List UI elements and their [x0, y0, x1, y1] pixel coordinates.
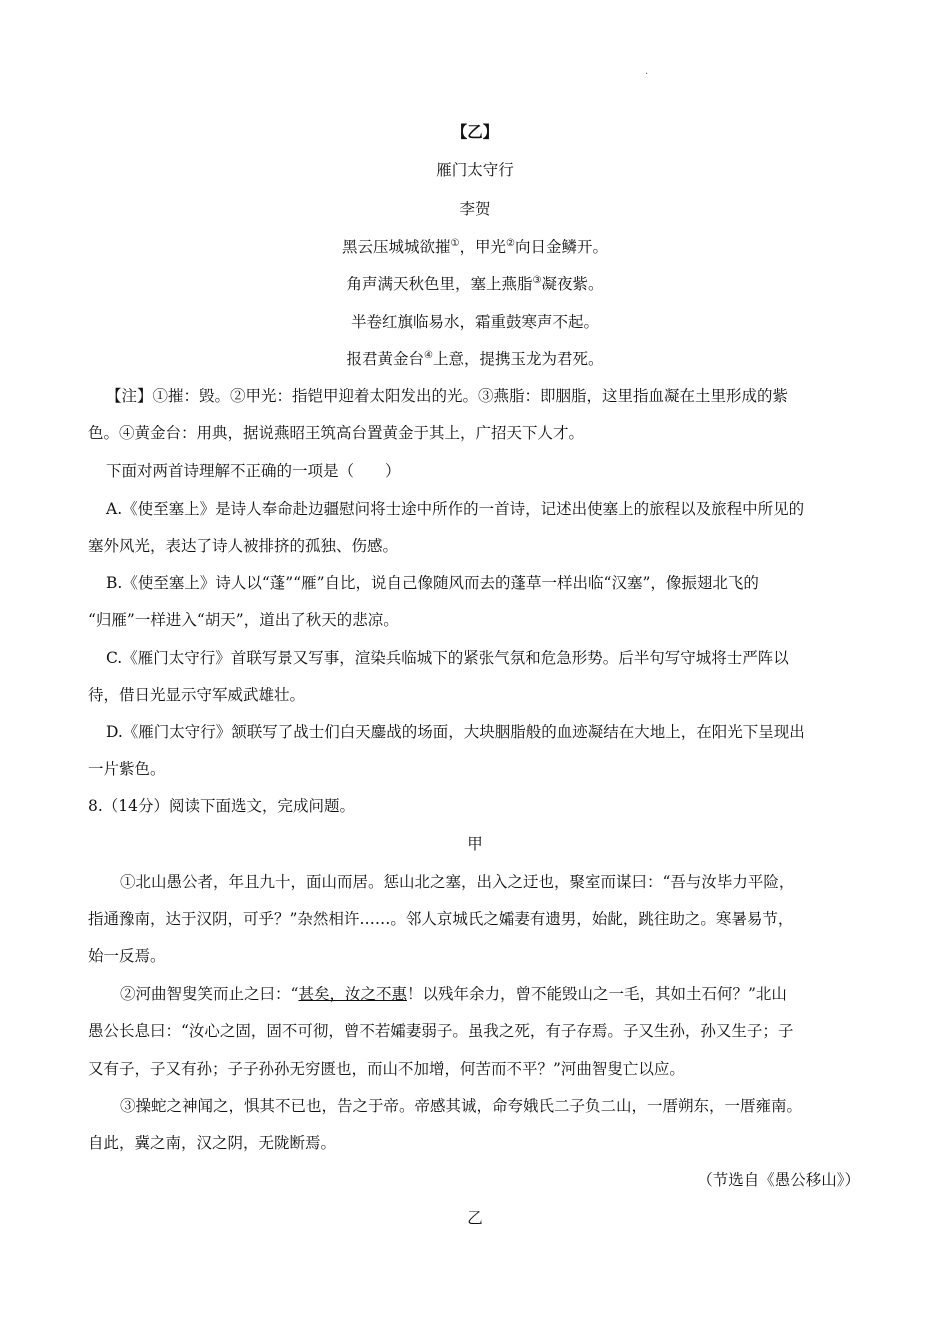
notes-line-1: 【注】①摧：毁。②甲光：指铠甲迎着太阳发出的光。③燕脂：即胭脂，这里指血凝在土里形成的紫 [106, 387, 789, 405]
notes-line-2: 色。④黄金台：用典，据说燕昭王筑高台置黄金于其上，广招天下人才。 [88, 424, 585, 442]
option-a-line-1: A.《使至塞上》是诗人奉命赴边疆慰问将士途中所作的一首诗，记述出使塞上的旅程以及旅程中所见的 [106, 500, 805, 518]
passage-p1-line-3: 始一反焉。 [88, 947, 166, 965]
poem-line-2: 角声满天秋色里，塞上燕脂③凝夜紫。 [346, 274, 604, 293]
underlined-phrase: 甚矣，汝之不惠 [298, 985, 407, 1003]
passage-p2-line-2: 愚公长息曰：“汝心之固，固不可彻，曾不若孀妻弱子。虽我之死，有子存焉。子又生孙，孙又生子；子 [88, 1022, 794, 1040]
footnote-mark: ③ [532, 274, 542, 286]
poem-section-label: 【乙】 [451, 122, 499, 141]
passage-p1-line-1: ①北山愚公者，年且九十，面山而居。惩山北之塞，出入之迂也，聚室而谋曰：“吾与汝毕力平险， [120, 873, 795, 891]
poem-line-3: 半卷红旗临易水，霜重鼓寒声不起。 [350, 313, 599, 331]
option-b-line-1: B.《使至塞上》诗人以“蓬”“雁”自比，说自己像随风而去的蓬草一样出临“汉塞”，像振翅北飞的 [106, 574, 759, 592]
footnote-mark: ② [506, 237, 515, 249]
option-c-line-2: 待，借日光显示守军威武雄壮。 [88, 686, 306, 704]
part-yi-label: 乙 [467, 1209, 483, 1227]
question-8-stem: 8.（14分）阅读下面选文，完成问题。 [88, 797, 356, 815]
poem-line-4: 报君黄金台④上意，提携玉龙为君死。 [346, 349, 604, 368]
passage-p3-line-1: ③操蛇之神闻之，惧其不已也，告之于帝。帝感其诚，命夸娥氏二子负二山，一厝朔东，一厝雍南。 [120, 1097, 803, 1115]
passage-p2-line-3: 又有子，子又有孙；子子孙孙无穷匮也，而山不加增，何苦而不平？”河曲智叟亡以应。 [88, 1060, 685, 1078]
option-b-line-2: “归雁”一样进入“胡天”，道出了秋天的悲凉。 [88, 611, 399, 629]
poem-author: 李贺 [459, 200, 491, 218]
footnote-mark: ① [450, 237, 460, 249]
option-c-line-1: C.《雁门太守行》首联写景又写事，渲染兵临城下的紧张气氛和危急形势。后半句写守城将士严阵以 [106, 649, 789, 667]
footnote-mark: ④ [424, 349, 433, 361]
poem-line-1: 黑云压城城欲摧①，甲光②向日金鳞开。 [342, 237, 608, 256]
option-a-line-2: 塞外风光，表达了诗人被排挤的孤独、伤感。 [88, 537, 399, 555]
passage-p1-line-2: 指通豫南，达于汉阴，可乎？”杂然相许……。邻人京城氏之孀妻有遗男，始龀，跳往助之。寒暑易节， [88, 910, 794, 928]
part-jia-label: 甲 [467, 835, 483, 853]
passage-p2-line-1: ②河曲智叟笑而止之曰：“甚矣，汝之不惠！以残年余力，曾不能毁山之一毛，其如土石何？”北山 [120, 985, 787, 1003]
header-mark: . [645, 66, 649, 77]
passage-p3-line-2: 自此，冀之南，汉之阴，无陇断焉。 [88, 1134, 337, 1152]
question-7-stem: 下面对两首诗理解不正确的一项是（ ） [106, 462, 401, 480]
passage-source: （节选自《愚公移山》） [697, 1171, 860, 1189]
option-d-line-2: 一片紫色。 [88, 760, 166, 778]
option-d-line-1: D.《雁门太守行》颔联写了战士们白天鏖战的场面，大块胭脂般的血迹凝结在大地上，在阳光下呈现出 [106, 723, 805, 741]
poem-title: 雁门太守行 [436, 161, 514, 179]
